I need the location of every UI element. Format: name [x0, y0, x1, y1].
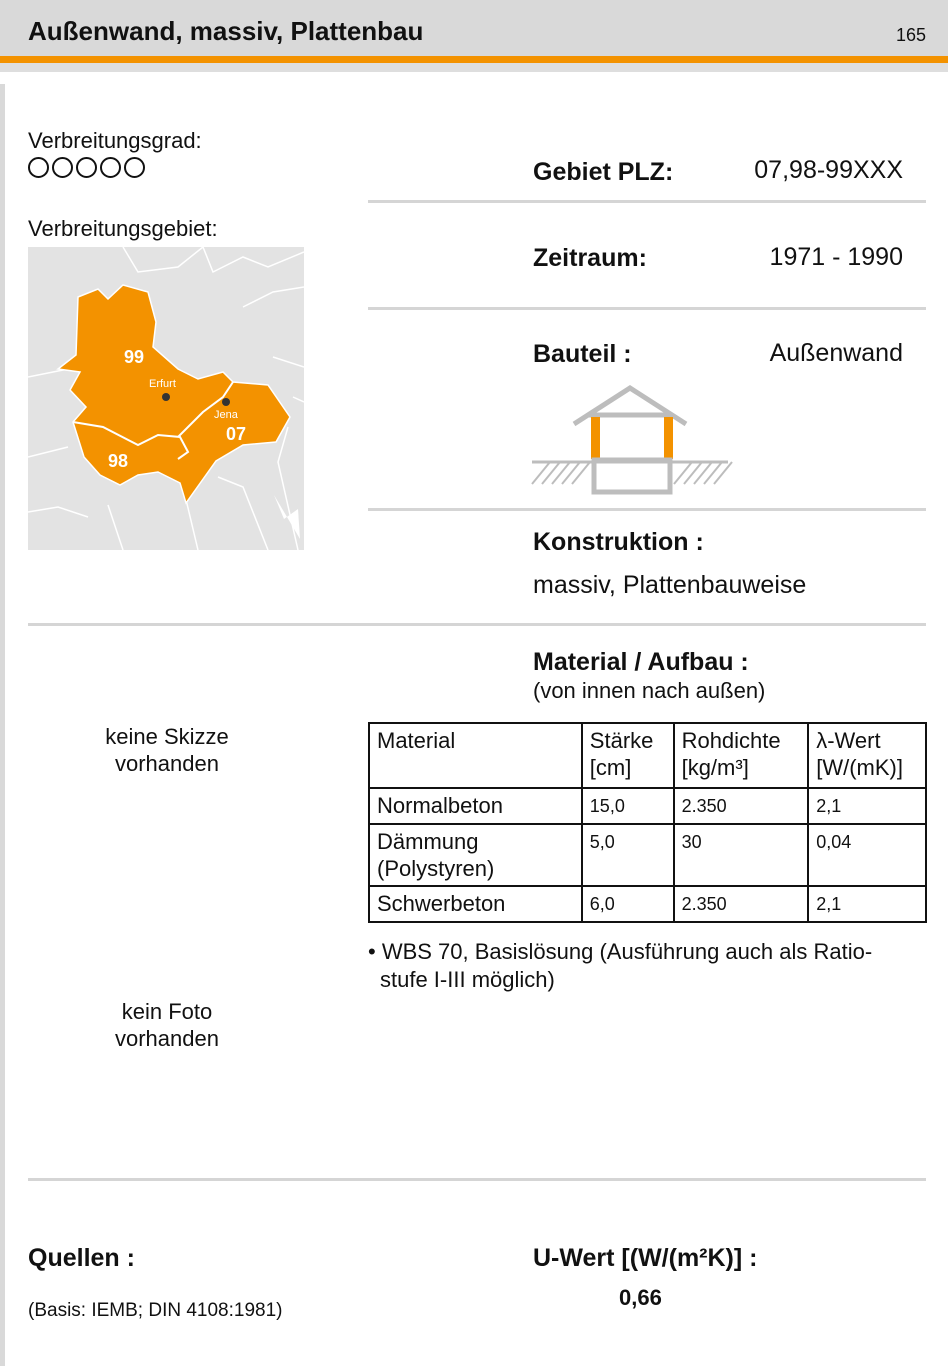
note-line: • WBS 70, Basislösung (Ausführung auch als Ratio- — [368, 939, 873, 964]
lambda-cell: 2,1 — [808, 886, 926, 922]
lambda-cell: 0,04 — [808, 824, 926, 886]
table-header-cell: λ-Wert [W/(mK)] — [808, 723, 926, 788]
density-cell: 2.350 — [674, 788, 809, 824]
region-label-07: 07 — [226, 424, 247, 444]
city-marker-icon — [222, 398, 230, 406]
gebiet-value: 07,98-99XXX — [754, 156, 903, 184]
note-line: stufe I-III möglich) — [380, 967, 555, 992]
rating-circle-icon — [52, 157, 73, 178]
table-header-cell: Material — [369, 723, 582, 788]
material-name-cell: Schwerbeton — [369, 886, 582, 922]
foto-placeholder — [28, 998, 306, 1052]
material-name-cell: Normalbeton — [369, 788, 582, 824]
rating-circle-icon — [76, 157, 97, 178]
bauteil-label: Bauteil : — [533, 340, 632, 368]
thickness-cell: 15,0 — [582, 788, 674, 824]
material-title: Material / Aufbau : — [533, 648, 749, 676]
page-number: 165 — [895, 25, 926, 45]
page-header — [0, 0, 948, 56]
region-map — [28, 247, 304, 550]
table-header-cell: Stärke [cm] — [582, 723, 674, 788]
divider — [368, 508, 926, 511]
rating-circle-icon — [100, 157, 121, 178]
house-wall-icon — [528, 382, 734, 496]
bauteil-value: Außenwand — [769, 339, 903, 367]
foto-line: vorhanden — [115, 1026, 219, 1051]
skizze-line: keine Skizze — [105, 724, 229, 749]
material-name-cell: Dämmung (Polystyren) — [369, 824, 582, 886]
left-margin-rule — [0, 84, 5, 1366]
foto-line: kein Foto — [121, 999, 213, 1024]
city-label-erfurt: Erfurt — [149, 378, 176, 390]
skizze-placeholder — [28, 723, 306, 777]
rating-circle-icon — [28, 157, 49, 178]
konstruktion-value: massiv, Plattenbauweise — [533, 571, 807, 599]
accent-bar — [0, 56, 948, 63]
uwert-value: 0,66 — [619, 1285, 662, 1310]
region-label-98: 98 — [108, 451, 129, 471]
zeitraum-label: Zeitraum: — [533, 244, 647, 272]
thickness-cell: 5,0 — [582, 824, 674, 886]
divider — [368, 200, 926, 203]
lambda-cell: 2,1 — [808, 788, 926, 824]
section-divider — [28, 1178, 926, 1181]
table-row — [369, 824, 926, 886]
zeitraum-value: 1971 - 1990 — [769, 243, 903, 271]
uwert-label: U-Wert [(W/(m²K)] : — [533, 1244, 758, 1272]
quellen-value: (Basis: IEMB; DIN 4108:1981) — [28, 1300, 283, 1321]
region-map-graphic — [28, 247, 304, 550]
konstruktion-label: Konstruktion : — [533, 528, 704, 556]
material-table — [368, 722, 927, 923]
skizze-line: vorhanden — [115, 751, 219, 776]
density-cell: 30 — [674, 824, 809, 886]
density-cell: 2.350 — [674, 886, 809, 922]
verbreitungsgrad-rating — [28, 157, 145, 178]
verbreitungsgebiet-label: Verbreitungsgebiet: — [28, 216, 218, 241]
page-title: Außenwand, massiv, Plattenbau — [28, 16, 424, 46]
material-subtitle: (von innen nach außen) — [533, 678, 766, 703]
construction-note — [368, 938, 928, 994]
table-header-row — [369, 723, 926, 788]
divider — [368, 307, 926, 310]
section-divider — [28, 623, 926, 626]
verbreitungsgrad-label: Verbreitungsgrad: — [28, 128, 202, 153]
quellen-label: Quellen : — [28, 1244, 135, 1272]
city-label-jena: Jena — [214, 409, 238, 421]
table-header-cell: Rohdichte [kg/m³] — [674, 723, 809, 788]
thickness-cell: 6,0 — [582, 886, 674, 922]
region-label-99: 99 — [124, 347, 145, 367]
gebiet-label: Gebiet PLZ: — [533, 158, 674, 186]
header-underbar — [0, 63, 948, 72]
rating-circle-icon — [124, 157, 145, 178]
city-marker-icon — [162, 393, 170, 401]
table-row — [369, 886, 926, 922]
table-row — [369, 788, 926, 824]
